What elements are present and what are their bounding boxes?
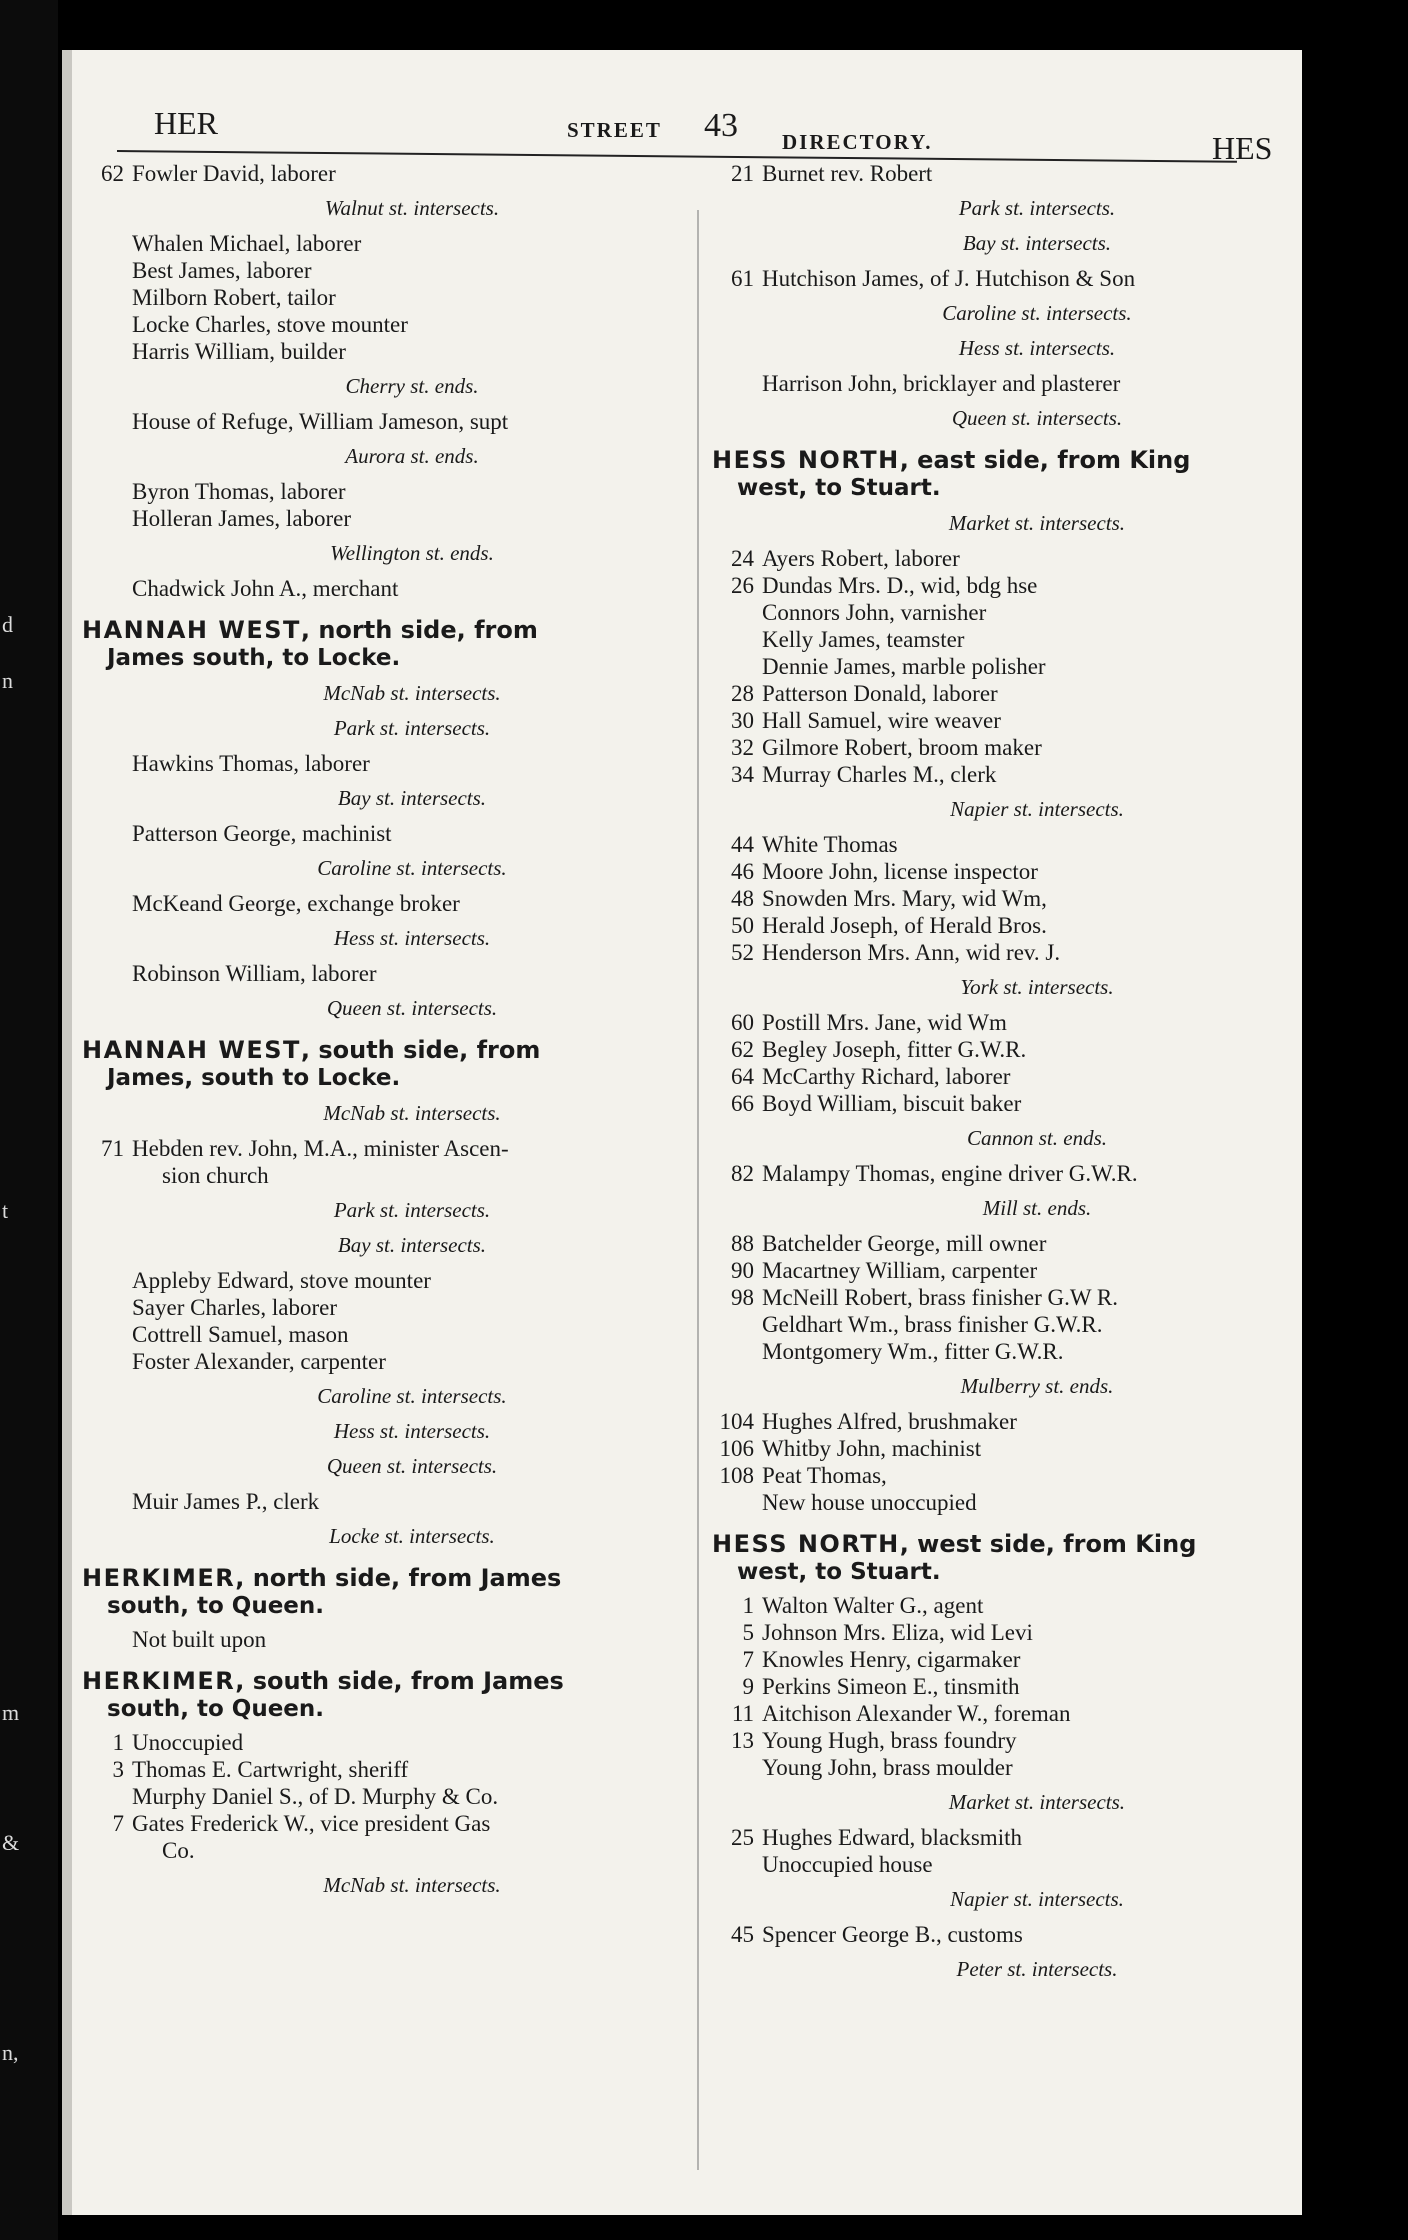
street-name: HANNAH WEST (82, 1036, 301, 1064)
cross-street: Hess st. intersects. (333, 926, 491, 950)
cross-street: Napier st. intersects. (950, 797, 1124, 821)
street-extent: west, to Stuart. (737, 475, 941, 501)
house-number: 106 (719, 1436, 754, 1461)
entry-text: Milborn Robert, tailor (132, 285, 336, 310)
directory-entry (712, 265, 1302, 292)
directory-entry (82, 160, 682, 187)
entry-text: Whitby John, machinist (762, 1436, 982, 1461)
entry-text: Hawkins Thomas, laborer (132, 751, 370, 776)
header-left: HER (154, 105, 218, 141)
entry-text: Whalen Michael, laborer (132, 231, 362, 256)
entry-text: Moore John, license inspector (762, 859, 1038, 884)
header-street: STREET (567, 118, 662, 142)
directory-entry (712, 370, 1302, 397)
directory-entry (712, 626, 1302, 653)
entry-text: White Thomas (762, 832, 898, 857)
entry-text: Hughes Alfred, brushmaker (762, 1409, 1017, 1434)
cross-street: Aurora st. ends. (345, 444, 479, 468)
house-number: 11 (731, 1701, 754, 1726)
cross-street: Caroline st. intersects. (317, 1384, 507, 1408)
entry-text: Young John, brass moulder (762, 1755, 1013, 1780)
column-separator (697, 210, 699, 2170)
entry-text: Foster Alexander, carpenter (132, 1349, 386, 1374)
entry-text: Peat Thomas, (762, 1463, 887, 1488)
entry-text: Montgomery Wm., fitter G.W.R. (762, 1339, 1064, 1364)
house-number: 5 (742, 1620, 754, 1645)
directory-entry (712, 1408, 1302, 1435)
street-name: HANNAH WEST (82, 616, 301, 644)
cross-street: Cannon st. ends. (966, 1126, 1107, 1150)
house-number: 44 (731, 832, 754, 857)
edge-letter: m (2, 1700, 20, 1725)
directory-entry (712, 1921, 1302, 1948)
entry-text: Fowler David, laborer (132, 161, 336, 186)
street-side: , north side, from James (235, 1564, 562, 1592)
directory-entry (82, 820, 682, 847)
directory-entry (712, 1619, 1302, 1646)
house-number: 7 (112, 1811, 124, 1836)
house-number: 88 (731, 1231, 754, 1256)
directory-entry (82, 408, 682, 435)
house-number: 3 (112, 1757, 124, 1782)
right-column (712, 160, 1302, 1991)
cross-street: Queen st. intersects. (951, 406, 1123, 430)
directory-entry (712, 1090, 1302, 1117)
directory-entry (82, 575, 682, 602)
entry-text: Robinson William, laborer (132, 961, 377, 986)
cross-street: McNab st. intersects. (323, 1873, 501, 1897)
directory-entry (712, 761, 1302, 788)
directory-entry (82, 1321, 682, 1348)
directory-entry (82, 750, 682, 777)
street-side: , west side, from King (899, 1530, 1197, 1558)
directory-entry (712, 1489, 1302, 1516)
directory-entry (712, 545, 1302, 572)
cross-street: Queen st. intersects. (326, 996, 498, 1020)
directory-entry (82, 230, 682, 257)
house-number: 25 (731, 1825, 754, 1850)
cross-street: Napier st. intersects. (950, 1887, 1124, 1911)
house-number: 21 (731, 161, 754, 186)
directory-entry (712, 1700, 1302, 1727)
directory-entry (712, 160, 1302, 187)
directory-entry (712, 1592, 1302, 1619)
entry-text: Sayer Charles, laborer (132, 1295, 338, 1320)
directory-entry (712, 680, 1302, 707)
entry-text: Herald Joseph, of Herald Bros. (762, 913, 1047, 938)
cross-street: Walnut st. intersects. (324, 196, 500, 220)
entry-text: Hebden rev. John, M.A., minister Ascen- (132, 1136, 509, 1161)
directory-entry (82, 478, 682, 505)
house-number: 7 (742, 1647, 754, 1672)
entry-text: Patterson Donald, laborer (762, 681, 998, 706)
street-side: , north side, from (300, 616, 538, 644)
directory-entry (82, 1810, 682, 1837)
entry-text: Not built upon (132, 1627, 267, 1652)
entry-text: Hughes Edward, blacksmith (762, 1825, 1022, 1850)
directory-entry (82, 505, 682, 532)
entry-text: Postill Mrs. Jane, wid Wm (762, 1010, 1007, 1035)
directory-entry (82, 960, 682, 987)
directory-entry (82, 311, 682, 338)
street-name: HESS NORTH (712, 446, 900, 474)
house-number: 62 (101, 161, 124, 186)
entry-text: McNeill Robert, brass finisher G.W R. (762, 1285, 1119, 1310)
directory-page (62, 50, 1302, 2215)
entry-text: Walton Walter G., agent (762, 1593, 984, 1618)
house-number: 104 (719, 1409, 754, 1434)
street-extent: James, south to Locke. (107, 1065, 401, 1091)
entry-text: Hall Samuel, wire weaver (762, 708, 1001, 733)
street-extent: south, to Queen. (107, 1696, 325, 1722)
entry-text: Holleran James, laborer (132, 506, 352, 531)
directory-entry (712, 1230, 1302, 1257)
house-number: 71 (101, 1136, 124, 1161)
house-number: 30 (731, 708, 754, 733)
entry-text: Gilmore Robert, broom maker (762, 735, 1042, 760)
entry-text: Knowles Henry, cigarmaker (762, 1647, 1021, 1672)
cross-street: Hess st. intersects. (333, 1419, 491, 1443)
house-number: 52 (731, 940, 754, 965)
entry-continuation: sion church (162, 1163, 269, 1188)
street-name: HERKIMER (82, 1667, 236, 1695)
cross-street: McNab st. intersects. (323, 681, 501, 705)
house-number: 60 (731, 1010, 754, 1035)
street-side: , south side, from (300, 1036, 541, 1064)
directory-entry (712, 653, 1302, 680)
cross-street: Park st. intersects. (333, 1198, 491, 1222)
entry-text: Boyd William, biscuit baker (762, 1091, 1022, 1116)
entry-text: Spencer George B., customs (762, 1922, 1023, 1947)
cross-street: York st. intersects. (960, 975, 1114, 999)
directory-entry (82, 1626, 682, 1653)
entry-text: Henderson Mrs. Ann, wid rev. J. (762, 940, 1061, 965)
entry-text: Malampy Thomas, engine driver G.W.R. (762, 1161, 1138, 1186)
directory-entry (712, 734, 1302, 761)
house-number: 13 (731, 1728, 754, 1753)
directory-entry (82, 1488, 682, 1515)
directory-entry (82, 1267, 682, 1294)
directory-entry (82, 338, 682, 365)
directory-entry (712, 572, 1302, 599)
street-extent: south, to Queen. (107, 1593, 325, 1619)
cross-street: Bay st. intersects. (337, 786, 487, 810)
cross-street: Caroline st. intersects. (317, 856, 507, 880)
entry-text: Murphy Daniel S., of D. Murphy & Co. (132, 1784, 499, 1809)
directory-entry (712, 1063, 1302, 1090)
cross-street: Market st. intersects. (948, 511, 1126, 535)
entry-text: Batchelder George, mill owner (762, 1231, 1047, 1256)
house-number: 98 (731, 1285, 754, 1310)
entry-text: Chadwick John A., merchant (132, 576, 399, 601)
house-number: 26 (731, 573, 754, 598)
street-extent: James south, to Locke. (107, 645, 401, 671)
directory-entry (712, 1036, 1302, 1063)
cross-street: Queen st. intersects. (326, 1454, 498, 1478)
entry-text: Snowden Mrs. Mary, wid Wm, (762, 886, 1047, 911)
street-side: , east side, from King (899, 446, 1191, 474)
entry-text: Macartney William, carpenter (762, 1258, 1038, 1283)
directory-entry (712, 1673, 1302, 1700)
entry-text: Murray Charles M., clerk (762, 762, 997, 787)
street-side: , south side, from James (235, 1667, 564, 1695)
adjacent-page-edge (0, 0, 58, 2240)
directory-entry (712, 1851, 1302, 1878)
entry-text: Begley Joseph, fitter G.W.R. (762, 1037, 1027, 1062)
house-number: 1 (742, 1593, 754, 1618)
house-number: 9 (742, 1674, 754, 1699)
cross-street: Mulberry st. ends. (960, 1374, 1114, 1398)
entry-text: Aitchison Alexander W., foreman (762, 1701, 1071, 1726)
page-number: 43 (704, 107, 738, 144)
entry-text: Perkins Simeon E., tinsmith (762, 1674, 1020, 1699)
house-number: 82 (731, 1161, 754, 1186)
entry-text: Muir James P., clerk (132, 1489, 320, 1514)
street-heading (82, 616, 682, 644)
entry-text: Dennie James, marble polisher (762, 654, 1046, 679)
cross-street: Hess st. intersects. (958, 336, 1116, 360)
cross-street: Locke st. intersects. (329, 1524, 495, 1548)
entry-text: Byron Thomas, laborer (132, 479, 346, 504)
street-name: HERKIMER (82, 1564, 236, 1592)
directory-entry (82, 1756, 682, 1783)
house-number: 45 (731, 1922, 754, 1947)
edge-letter: d (2, 612, 13, 637)
cross-street: McNab st. intersects. (323, 1101, 501, 1125)
entry-continuation: Co. (162, 1838, 195, 1863)
entry-text: Hutchison James, of J. Hutchison & Son (762, 266, 1136, 291)
street-heading (82, 1667, 682, 1695)
cross-street: Park st. intersects. (958, 196, 1116, 220)
entry-text: House of Refuge, William Jameson, supt (132, 409, 509, 434)
directory-entry (82, 890, 682, 917)
cross-street: Mill st. ends. (982, 1196, 1092, 1220)
house-number: 61 (731, 266, 754, 291)
entry-text: Gates Frederick W., vice president Gas (132, 1811, 491, 1836)
directory-entry (712, 912, 1302, 939)
cross-street: Caroline st. intersects. (942, 301, 1132, 325)
house-number: 108 (719, 1463, 754, 1488)
cross-street: Peter st. intersects. (956, 1957, 1118, 1981)
directory-entry (82, 1135, 682, 1162)
directory-entry (712, 1727, 1302, 1754)
edge-letter: n (2, 668, 13, 693)
cross-street: Park st. intersects. (333, 716, 491, 740)
house-number: 24 (731, 546, 754, 571)
directory-entry (712, 1435, 1302, 1462)
directory-entry (712, 599, 1302, 626)
header-right: HES (1212, 130, 1273, 166)
street-heading (712, 1530, 1302, 1558)
street-heading (82, 1036, 682, 1064)
entry-text: Johnson Mrs. Eliza, wid Levi (762, 1620, 1033, 1645)
directory-entry (82, 1783, 682, 1810)
cross-street: Cherry st. ends. (345, 374, 479, 398)
entry-text: Dundas Mrs. D., wid, bdg hse (762, 573, 1038, 598)
entry-text: Connors John, varnisher (762, 600, 987, 625)
entry-text: Appleby Edward, stove mounter (132, 1268, 431, 1293)
street-name: HESS NORTH (712, 1530, 900, 1558)
street-heading (712, 446, 1302, 474)
directory-entry (82, 1294, 682, 1321)
house-number: 28 (731, 681, 754, 706)
directory-entry (712, 1754, 1302, 1781)
directory-entry (82, 1729, 682, 1756)
directory-entry (82, 257, 682, 284)
directory-entry (712, 1160, 1302, 1187)
entry-text: Locke Charles, stove mounter (132, 312, 408, 337)
entry-text: Ayers Robert, laborer (762, 546, 960, 571)
cross-street: Bay st. intersects. (962, 231, 1112, 255)
entry-text: Harrison John, bricklayer and plasterer (762, 371, 1121, 396)
house-number: 50 (731, 913, 754, 938)
street-heading (82, 1564, 682, 1592)
house-number: 48 (731, 886, 754, 911)
cross-street: Wellington st. ends. (330, 541, 494, 565)
entry-text: Unoccupied house (762, 1852, 933, 1877)
entry-text: Unoccupied (132, 1730, 244, 1755)
directory-entry (712, 1311, 1302, 1338)
directory-entry (712, 707, 1302, 734)
house-number: 66 (731, 1091, 754, 1116)
house-number: 32 (731, 735, 754, 760)
edge-letter: & (2, 1830, 20, 1855)
directory-entry (712, 1462, 1302, 1489)
street-extent: west, to Stuart. (737, 1559, 941, 1585)
entry-text: McKeand George, exchange broker (132, 891, 460, 916)
directory-entry (712, 1824, 1302, 1851)
entry-text: Burnet rev. Robert (762, 161, 933, 186)
entry-text: Best James, laborer (132, 258, 312, 283)
entry-text: Harris William, builder (132, 339, 346, 364)
directory-entry (712, 1284, 1302, 1311)
house-number: 64 (731, 1064, 754, 1089)
house-number: 46 (731, 859, 754, 884)
house-number: 34 (731, 762, 754, 787)
directory-entry (712, 1009, 1302, 1036)
cross-street: Bay st. intersects. (337, 1233, 487, 1257)
directory-entry (712, 885, 1302, 912)
entry-text: Cottrell Samuel, mason (132, 1322, 349, 1347)
directory-entry (712, 858, 1302, 885)
edge-letter: t (2, 1198, 9, 1223)
left-column (82, 160, 682, 1907)
entry-text: McCarthy Richard, laborer (762, 1064, 1011, 1089)
entry-text: Thomas E. Cartwright, sheriff (132, 1757, 409, 1782)
directory-entry (712, 1646, 1302, 1673)
directory-entry (712, 1338, 1302, 1365)
directory-entry (712, 939, 1302, 966)
directory-entry (712, 831, 1302, 858)
edge-letter: n, (2, 2040, 19, 2065)
house-number: 62 (731, 1037, 754, 1062)
entry-text: New house unoccupied (762, 1490, 977, 1515)
entry-text: Kelly James, teamster (762, 627, 965, 652)
house-number: 1 (112, 1730, 124, 1755)
directory-entry (82, 1348, 682, 1375)
house-number: 90 (731, 1258, 754, 1283)
entry-text: Patterson George, machinist (132, 821, 392, 846)
header-directory: DIRECTORY. (782, 130, 933, 154)
directory-entry (82, 284, 682, 311)
entry-text: Young Hugh, brass foundry (762, 1728, 1017, 1753)
entry-text: Geldhart Wm., brass finisher G.W.R. (762, 1312, 1103, 1337)
cross-street: Market st. intersects. (948, 1790, 1126, 1814)
directory-entry (712, 1257, 1302, 1284)
